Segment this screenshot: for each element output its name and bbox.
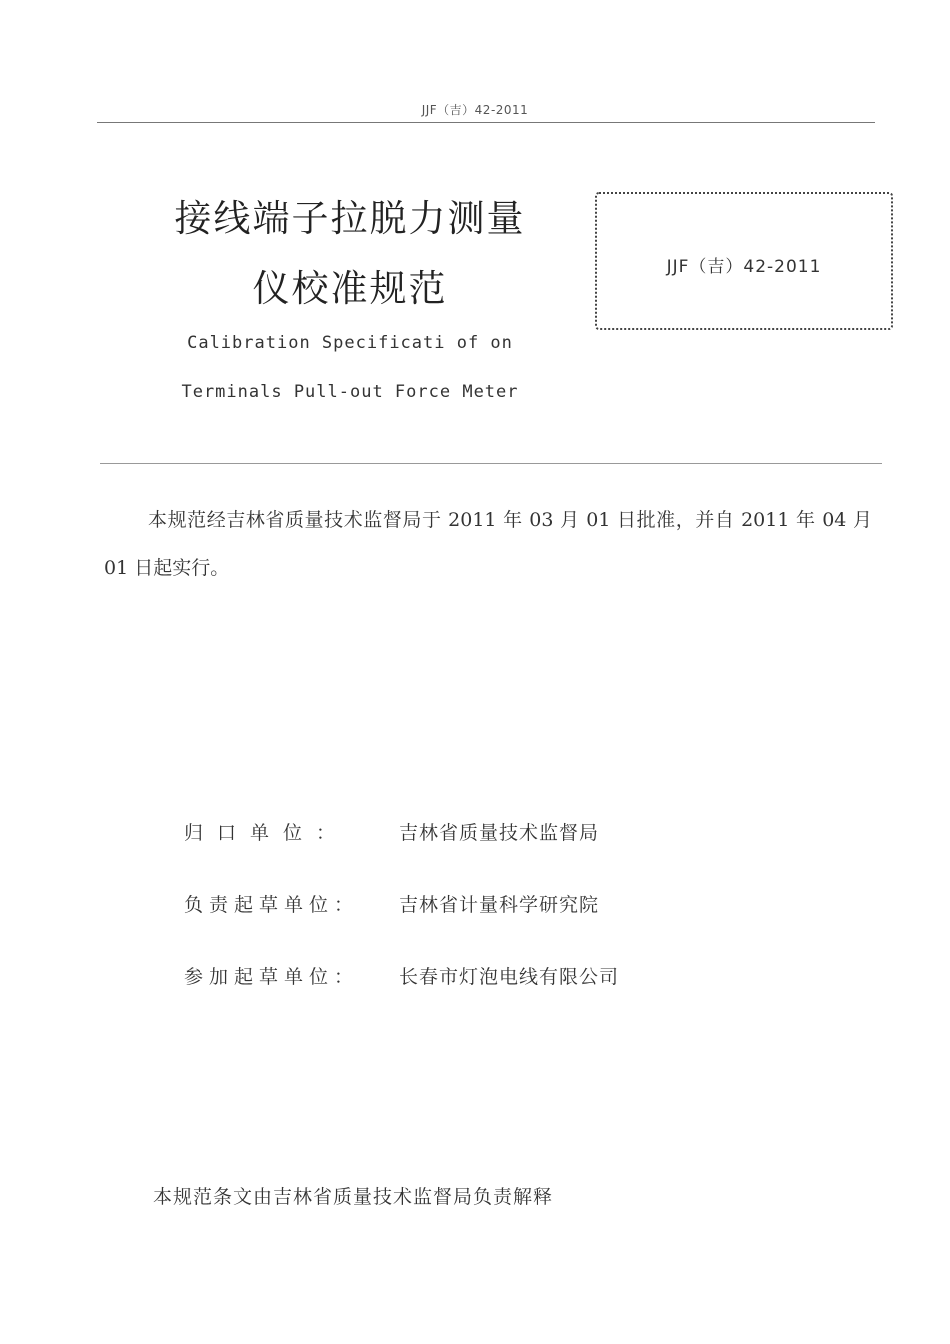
info-label: 归口单位：: [184, 822, 350, 844]
header-divider: [97, 122, 875, 123]
info-row-responsible-unit: [184, 818, 599, 848]
title-chinese-line-2: 仪校准规范: [252, 267, 448, 310]
interpretation-note: 本规范条文由吉林省质量技术监督局负责解释: [153, 1186, 554, 1208]
info-label: 负责起草单位：: [184, 894, 360, 916]
section-divider: [100, 463, 882, 464]
info-value: 长春市灯泡电线有限公司: [399, 966, 620, 988]
title-english-line-2: Terminals Pull-out Force Meter: [181, 382, 519, 402]
standard-code: JJF（吉）42-2011: [666, 257, 822, 277]
info-value: 吉林省计量科学研究院: [399, 894, 600, 916]
info-row-participating-unit: [184, 962, 619, 992]
running-header: JJF（吉）42-2011: [421, 103, 529, 117]
title-english-line-1: Calibration Specificati of on: [187, 333, 513, 353]
info-value: 吉林省质量技术监督局: [399, 822, 600, 844]
approval-paragraph: 本规范经吉林省质量技术监督局于 2011 年 03 月 01 日批准，并自 2011 年 04 月 01 日起实行。: [104, 509, 872, 579]
info-label: 参加起草单位：: [184, 966, 360, 988]
info-row-drafting-unit: [184, 890, 599, 920]
standard-code-box: [595, 192, 893, 330]
title-chinese-line-1: 接线端子拉脱力测量: [174, 197, 526, 240]
